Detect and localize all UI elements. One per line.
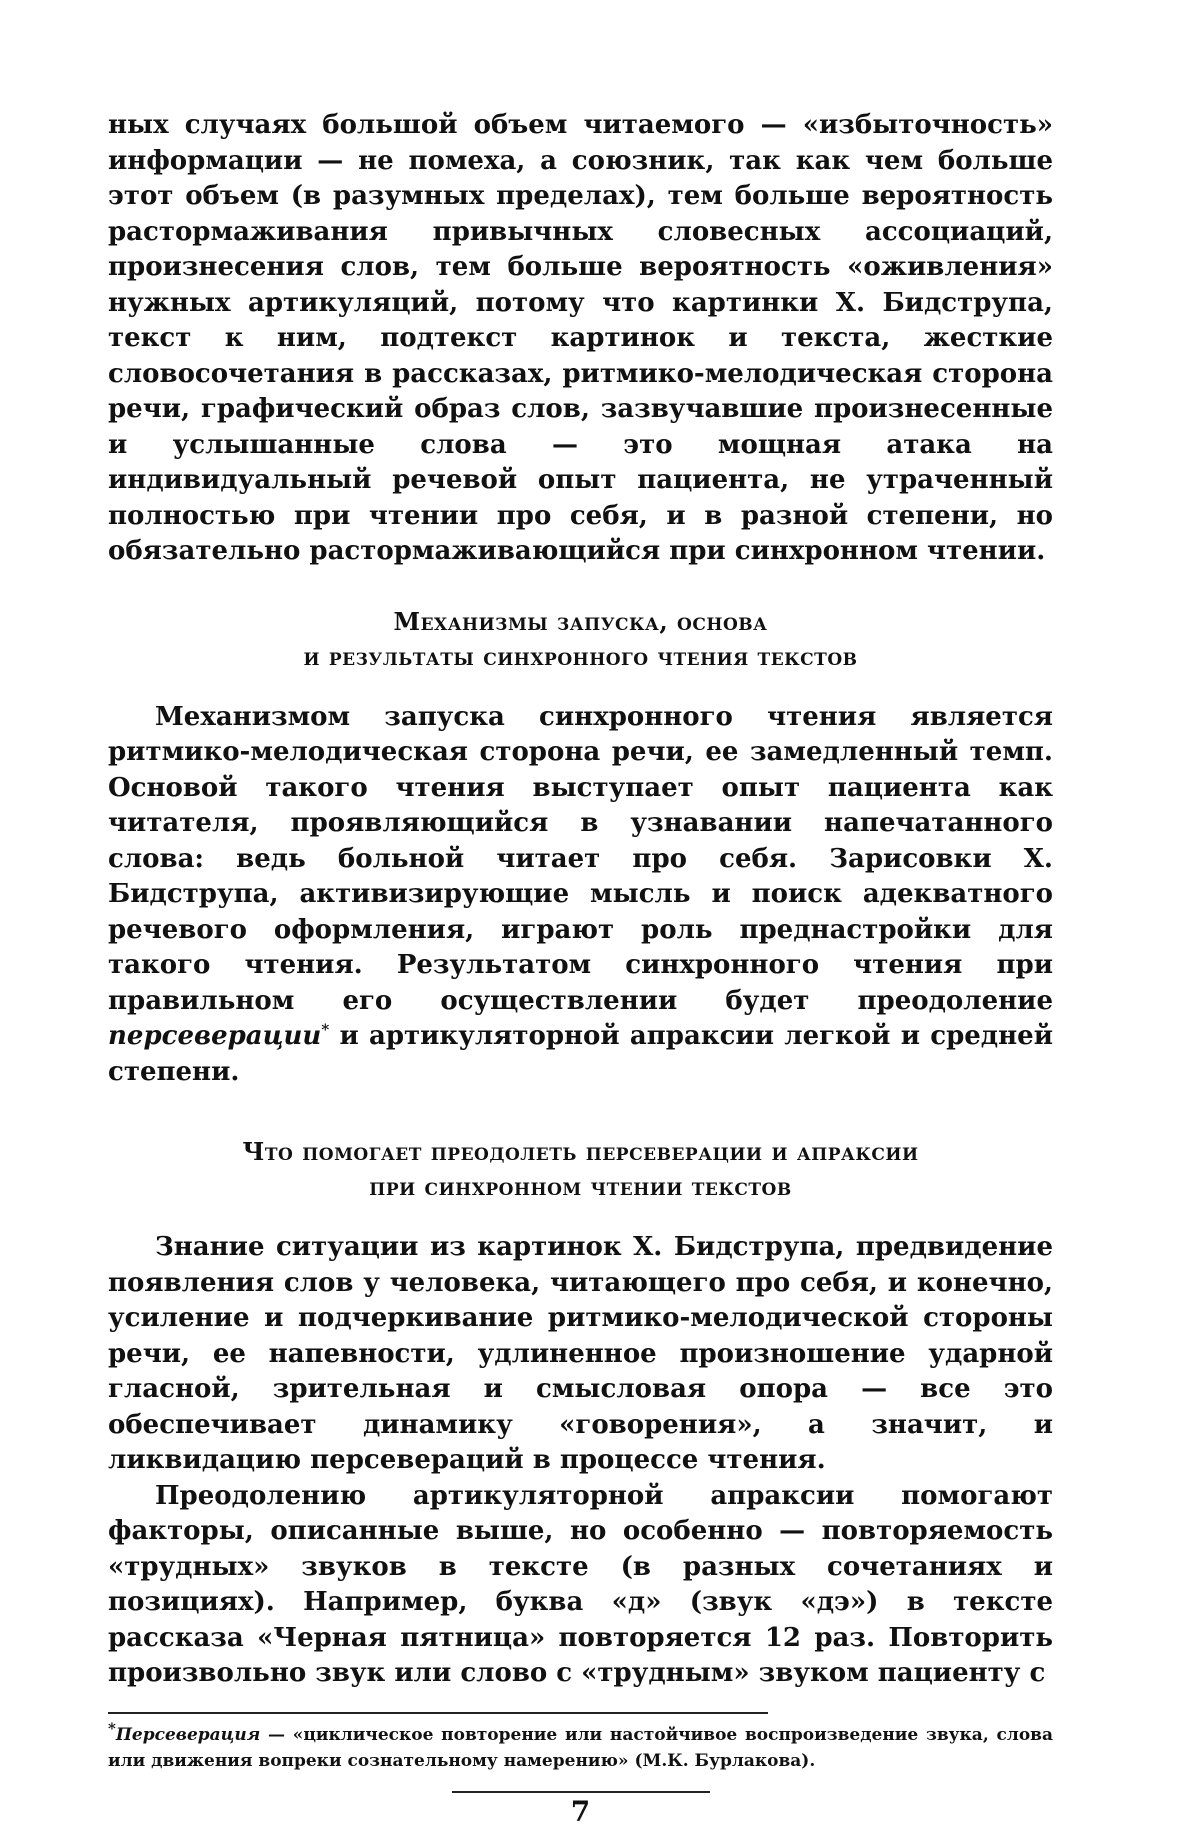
paragraph-knowledge: Знание ситуации из картинок Х. Бидструпа, предвидение появления слов у человека, читающего про себя, и конечно, усиление и подчеркивание ритмико-мелодической стороны речи, ее напевности, удлиненное произношение ударной гласной, зрительная и смысловая опора — все это обеспечивает динамику «говорения», а значит, и ликвидацию персевераций в процессе чтения.: [108, 1232, 1053, 1475]
page-number-divider: [452, 1791, 710, 1793]
section-heading-mechanisms: [108, 604, 1053, 674]
footnote-marker: *: [108, 1718, 116, 1737]
page-number: 7: [570, 1794, 591, 1828]
paragraph-text: и артикуляторной апраксии легкой и средней степени.: [108, 1021, 1053, 1087]
heading-line: и результаты синхронного чтения текстов: [303, 641, 858, 671]
section-heading-what-helps: [108, 1134, 1053, 1204]
footnote-text: — «циклическое повторение или настойчивое воспроизведение звука, слова или движения вопреки сознательному намерению» (М.К. Бурлакова).: [108, 1724, 1053, 1771]
paragraph-text: Механизмом запуска синхронного чтения является ритмико-мелодическая сторона речи, ее замедленный темп. Основой такого чтения выступает опыт пациента как читателя, проявляющийся в узнавании напечатанного слова: ведь больной читает про себя. Зарисовки Х. Бидструпа, активизирующие мысль и поиск адекватного речевого оформления, играют роль преднастройки для такого чтения. Результатом синхронного чтения при правильном его осуществлении будет преодоление: [108, 701, 1053, 1016]
footnote-marker: *: [321, 1020, 330, 1039]
heading-line: Что помогает преодолеть персеверации и апраксии: [242, 1137, 919, 1166]
book-page: [108, 108, 1053, 1828]
footnote-term: Персеверация: [115, 1724, 261, 1745]
paragraph-apraxia: Преодолению артикуляторной апраксии помогают факторы, описанные выше, но особенно — повторяемость «трудных» звуков в тексте (в разных сочетаниях и позициях). Например, буква «д» (звук «дэ») в тексте рассказа «Черная пятница» повторяется 12 раз. Повторить произвольно звук или слово с «трудным» звуком пациенту с: [108, 1480, 1053, 1688]
paragraph-continuation: ных случаях большой объем читаемого — «избыточность» информации — не помеха, а союзник, так как чем больше этот объем (в разумных пределах), тем больше вероятность растормаживания привычных словесных ассоциаций, произнесения слов, тем больше вероятность «оживления» нужных артикуляций, потому что картинки Х. Бидструпа, текст к ним, подтекст картинок и текста, жесткие словосочетания в рассказах, ритмико-мелодическая сторона речи, графический образ слов, зазвучавшие произнесенные и услышанные слова — это мощная атака на индивидуальный речевой опыт пациента, не утраченный полностью при чтении про себя, и в разной степени, но обязательно растормаживающийся при синхронном чтении.: [108, 110, 1053, 566]
heading-line: при синхронном чтении текстов: [369, 1172, 792, 1201]
footnote: [108, 1718, 1053, 1774]
paragraph-mechanisms: [108, 700, 1053, 1091]
italic-term: персеверации: [108, 1021, 322, 1051]
heading-line: Механизмы запуска, основа: [393, 606, 768, 636]
